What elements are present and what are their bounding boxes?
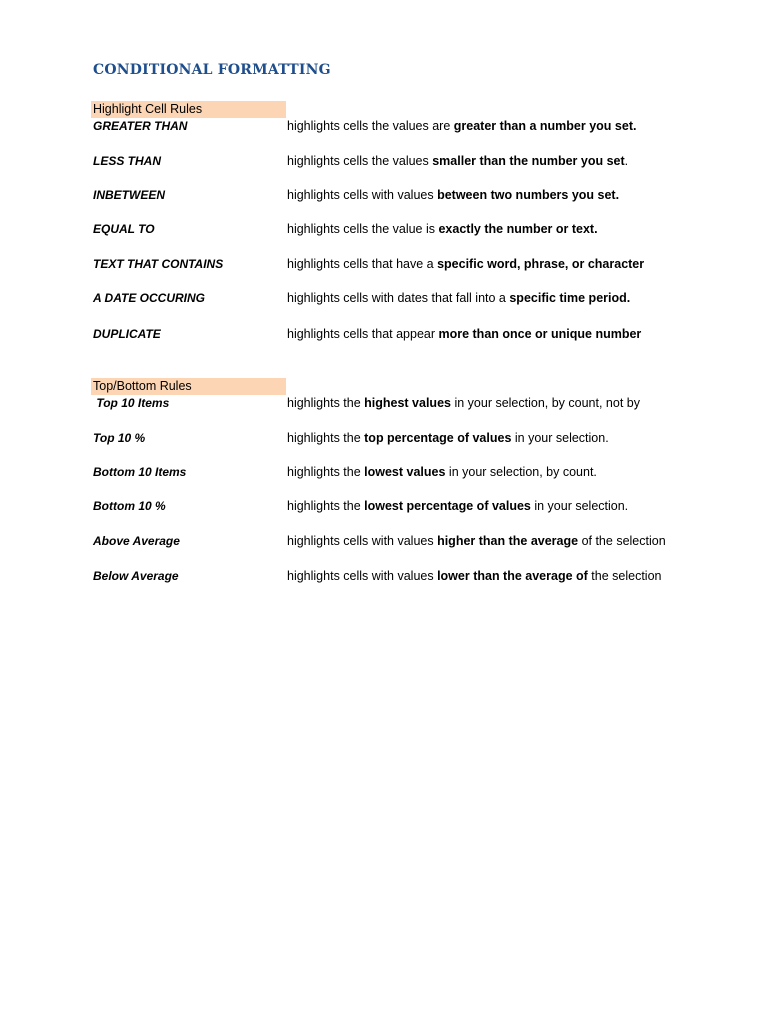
rule-description: highlights cells the values are greater than a number you set. [287,119,637,133]
rule-row-less-than [93,152,646,170]
rule-label: Bottom 10 % [93,499,166,513]
section-header-highlight-cell-rules: Highlight Cell Rules [91,101,286,118]
rule-label: A DATE OCCURING [93,291,205,305]
rule-description: highlights cells with dates that fall into a specific time period. [287,291,631,305]
rule-row-greater-than [93,117,646,135]
rule-row-below-average [93,567,662,585]
rule-row-bottom-10-percent [93,497,646,515]
rule-label: DUPLICATE [93,327,161,341]
rule-description: highlights cells with values lower than the average of the selection [287,569,662,583]
rule-label: LESS THAN [93,154,162,168]
rule-label: INBETWEEN [93,188,165,202]
rule-description: highlights cells the value is exactly the number or text. [287,222,598,236]
rule-description: highlights cells that have a specific word, phrase, or character [287,257,645,271]
rule-label: Top 10 Items [93,396,170,410]
rule-label: TEXT THAT CONTAINS [93,257,224,271]
rule-row-inbetween [93,186,646,204]
rule-row-text-that-contains [93,255,646,273]
rule-description: highlights cells with values higher than the average of the selection [287,534,666,548]
rule-row-top-10-percent [93,429,646,447]
rule-description: highlights cells with values between two numbers you set. [287,188,620,202]
rule-description: highlights cells that appear more than once or unique number [287,327,642,341]
rule-description: highlights the highest values in your selection, by count, not by [287,396,640,410]
rule-row-equal-to [93,220,646,238]
rule-description: highlights the lowest percentage of values in your selection. [287,499,629,513]
rule-label: Above Average [93,534,180,548]
rule-label: GREATER THAN [93,119,188,133]
rule-label: EQUAL TO [93,222,155,236]
page-title: CONDITIONAL FORMATTING [93,62,331,78]
rule-description: highlights cells the values smaller than the number you set. [287,154,629,168]
rule-description: highlights the top percentage of values in your selection. [287,431,609,445]
rule-row-duplicate [93,325,646,343]
rule-label: Top 10 % [93,431,146,445]
rule-row-top-10-items [93,394,646,412]
rule-label: Bottom 10 Items [93,465,187,479]
rule-row-above-average [93,532,666,550]
rule-row-a-date-occuring [93,289,646,307]
rule-description: highlights the lowest values in your selection, by count. [287,465,597,479]
rule-row-bottom-10-items [93,463,646,481]
section-header-top-bottom-rules: Top/Bottom Rules [91,378,286,395]
rule-label: Below Average [93,569,179,583]
